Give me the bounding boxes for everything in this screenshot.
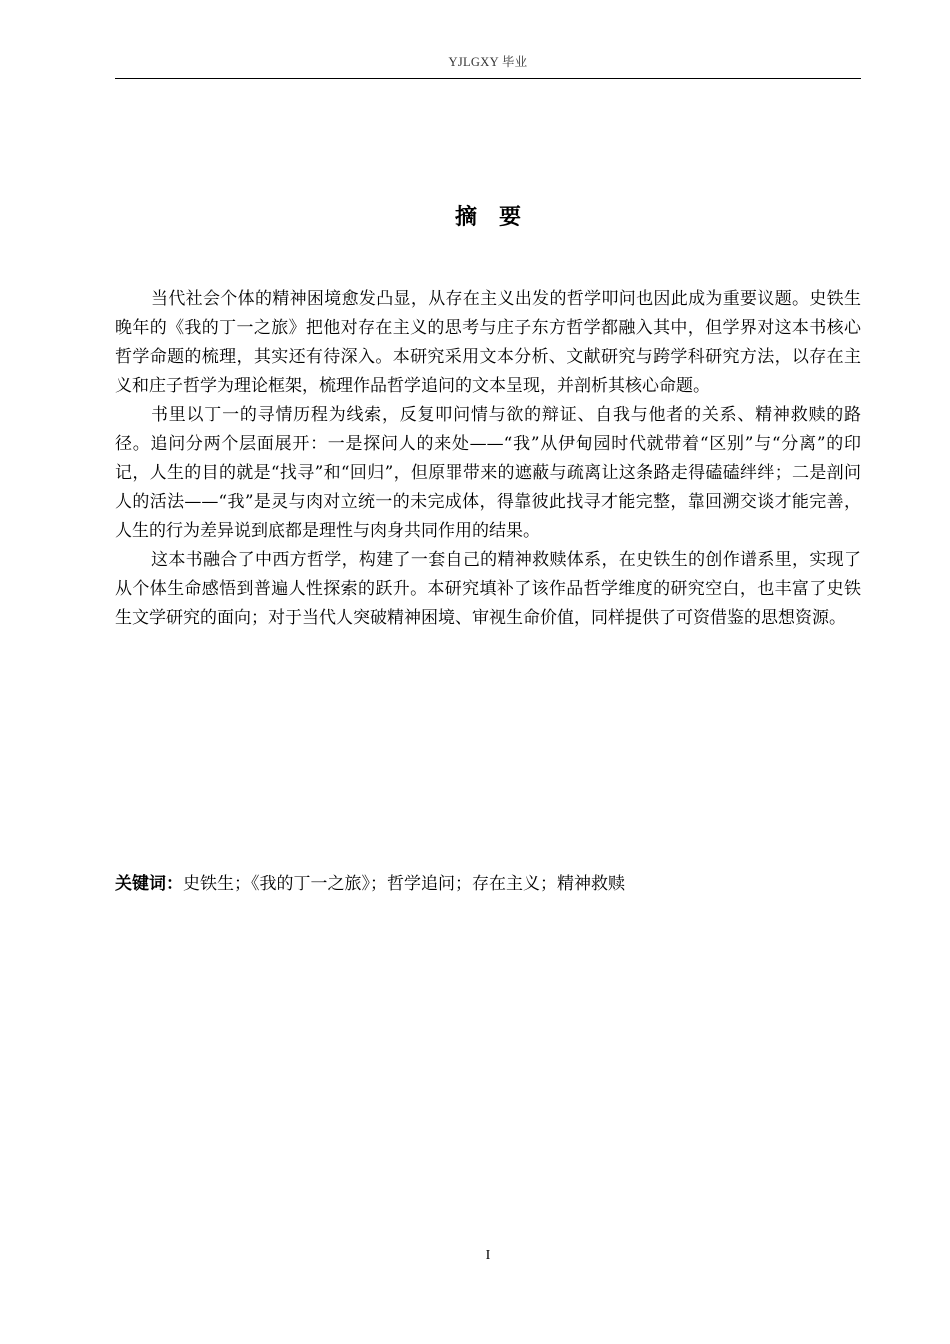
abstract-title-char-2: 要 — [499, 205, 522, 230]
keywords-line — [115, 870, 861, 899]
keywords-label: 关键词： — [115, 874, 183, 894]
abstract-title-char-1: 摘 — [454, 205, 477, 230]
abstract-paragraph-3: 这本书融合了中西方哲学，构建了一套自己的精神救赎体系，在史铁生的创作谱系里，实现了从个体生命感悟到普遍人性探索的跃升。本研究填补了该作品哲学维度的研究空白，也丰富了史铁生文学研究的面向；对于当代人突破精神困境、审视生命价值，同样提供了可资借鉴的思想资源。 — [115, 550, 861, 628]
abstract-paragraph-2: 书里以丁一的寻情历程为线索，反复叩问情与欲的辩证、自我与他者的关系、精神救赎的路径。追问分两个层面展开：一是探问人的来处——“我”从伊甸园时代就带着“区别”与“分离”的印记，人生的目的就是“找寻”和“回归”，但原罪带来的遮蔽与疏离让这条路走得磕磕绊绊；二是剖问人的活法——“我”是灵与肉对立统一的未完成体，得靠彼此找寻才能完整，靠回溯交谈才能完善，人生的行为差异说到底都是理性与肉身共同作用的结果。 — [115, 405, 861, 541]
abstract-body — [115, 285, 861, 633]
header-divider — [115, 78, 861, 79]
abstract-paragraph-1: 当代社会个体的精神困境愈发凸显，从存在主义出发的哲学叩问也因此成为重要议题。史铁生晚年的《我的丁一之旅》把他对存在主义的思考与庄子东方哲学都融入其中，但学界对这本书核心哲学命题的梳理，其实还有待深入。本研究采用文本分析、文献研究与跨学科研究方法，以存在主义和庄子哲学为理论框架，梳理作品哲学追问的文本呈现，并剖析其核心命题。 — [115, 289, 861, 396]
running-header: YJLGXY 毕业 — [448, 55, 528, 69]
keywords-text: 史铁生；《我的丁一之旅》；哲学追问；存在主义；精神救赎 — [183, 874, 625, 894]
abstract-title — [115, 200, 861, 231]
page-number: I — [485, 1248, 491, 1263]
